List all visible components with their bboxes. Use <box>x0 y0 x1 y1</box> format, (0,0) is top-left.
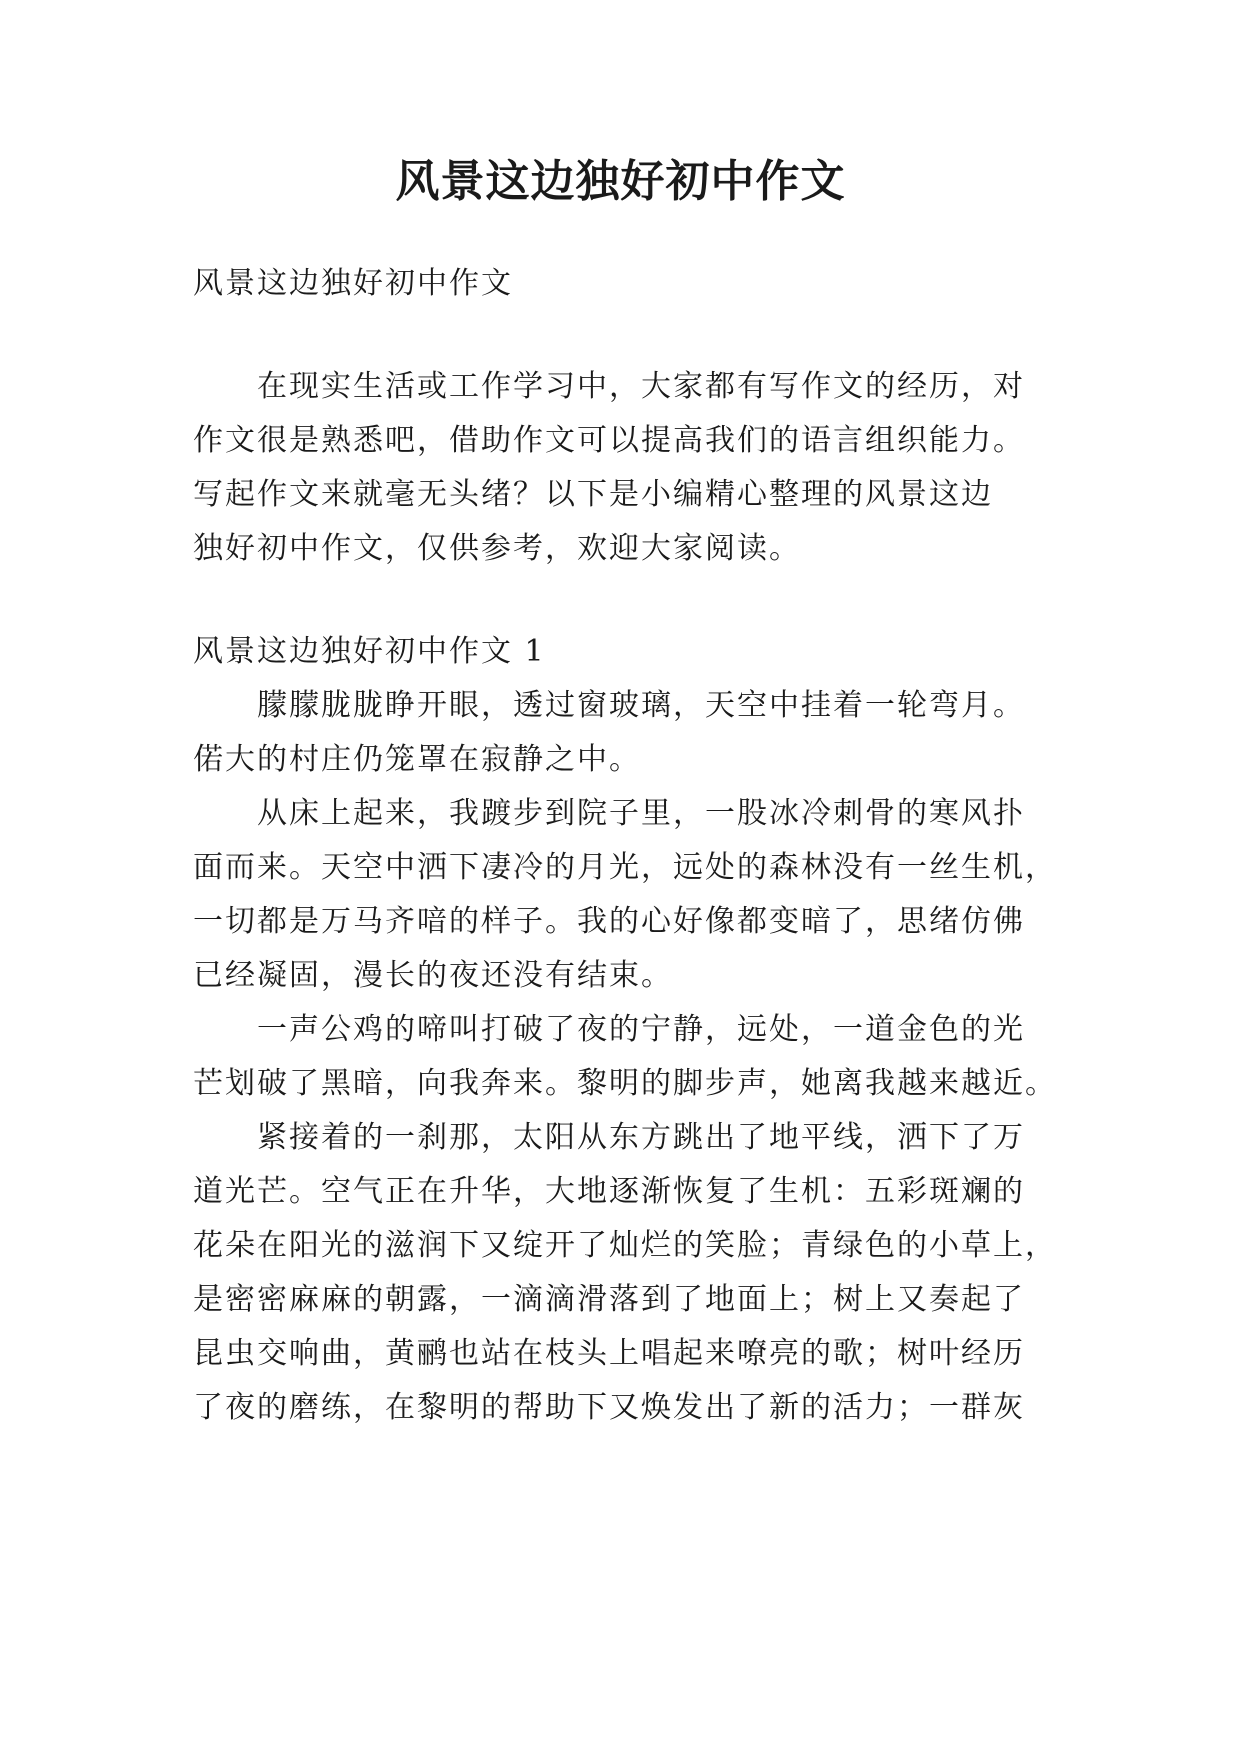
document-subtitle: 风景这边独好初中作文 <box>193 266 513 301</box>
body-line-2: 偌大的村庄仍笼罩在寂静之中。 <box>193 742 641 777</box>
body-line-9: 紧接着的一刹那，太阳从东方跳出了地平线，洒下了万 <box>257 1120 1025 1155</box>
body-line-5: 一切都是万马齐喑的样子。我的心好像都变暗了，思绪仿佛 <box>193 904 1025 939</box>
body-line-4: 面而来。天空中洒下凄冷的月光，远处的森林没有一丝生机， <box>193 850 1057 885</box>
body-line-3: 从床上起来，我踱步到院子里，一股冰冷刺骨的寒风扑 <box>257 796 1025 831</box>
body-line-1: 朦朦胧胧睁开眼，透过窗玻璃，天空中挂着一轮弯月。 <box>257 688 1025 723</box>
body-line-10: 道光芒。空气正在升华，大地逐渐恢复了生机：五彩斑斓的 <box>193 1174 1025 1209</box>
intro-line-4: 独好初中作文，仅供参考，欢迎大家阅读。 <box>193 531 801 566</box>
body-line-11: 花朵在阳光的滋润下又绽开了灿烂的笑脸；青绿色的小草上， <box>193 1228 1057 1263</box>
body-line-7: 一声公鸡的啼叫打破了夜的宁静，远处，一道金色的光 <box>257 1012 1025 1047</box>
body-line-8: 芒划破了黑暗，向我奔来。黎明的脚步声，她离我越来越近。 <box>193 1066 1057 1101</box>
body-line-14: 了夜的磨练，在黎明的帮助下又焕发出了新的活力；一群灰 <box>193 1390 1025 1425</box>
body-line-13: 昆虫交响曲，黄鹂也站在枝头上唱起来嘹亮的歌；树叶经历 <box>193 1336 1025 1371</box>
intro-line-2: 作文很是熟悉吧，借助作文可以提高我们的语言组织能力。 <box>193 423 1025 458</box>
body-line-12: 是密密麻麻的朝露，一滴滴滑落到了地面上；树上又奏起了 <box>193 1282 1025 1317</box>
document-title: 风景这边独好初中作文 <box>395 156 846 207</box>
body-line-6: 已经凝固，漫长的夜还没有结束。 <box>193 958 673 993</box>
intro-line-1: 在现实生活或工作学习中，大家都有写作文的经历，对 <box>257 369 1025 404</box>
section-heading: 风景这边独好初中作文 1 <box>193 634 546 669</box>
intro-line-3: 写起作文来就毫无头绪？以下是小编精心整理的风景这边 <box>193 477 993 512</box>
